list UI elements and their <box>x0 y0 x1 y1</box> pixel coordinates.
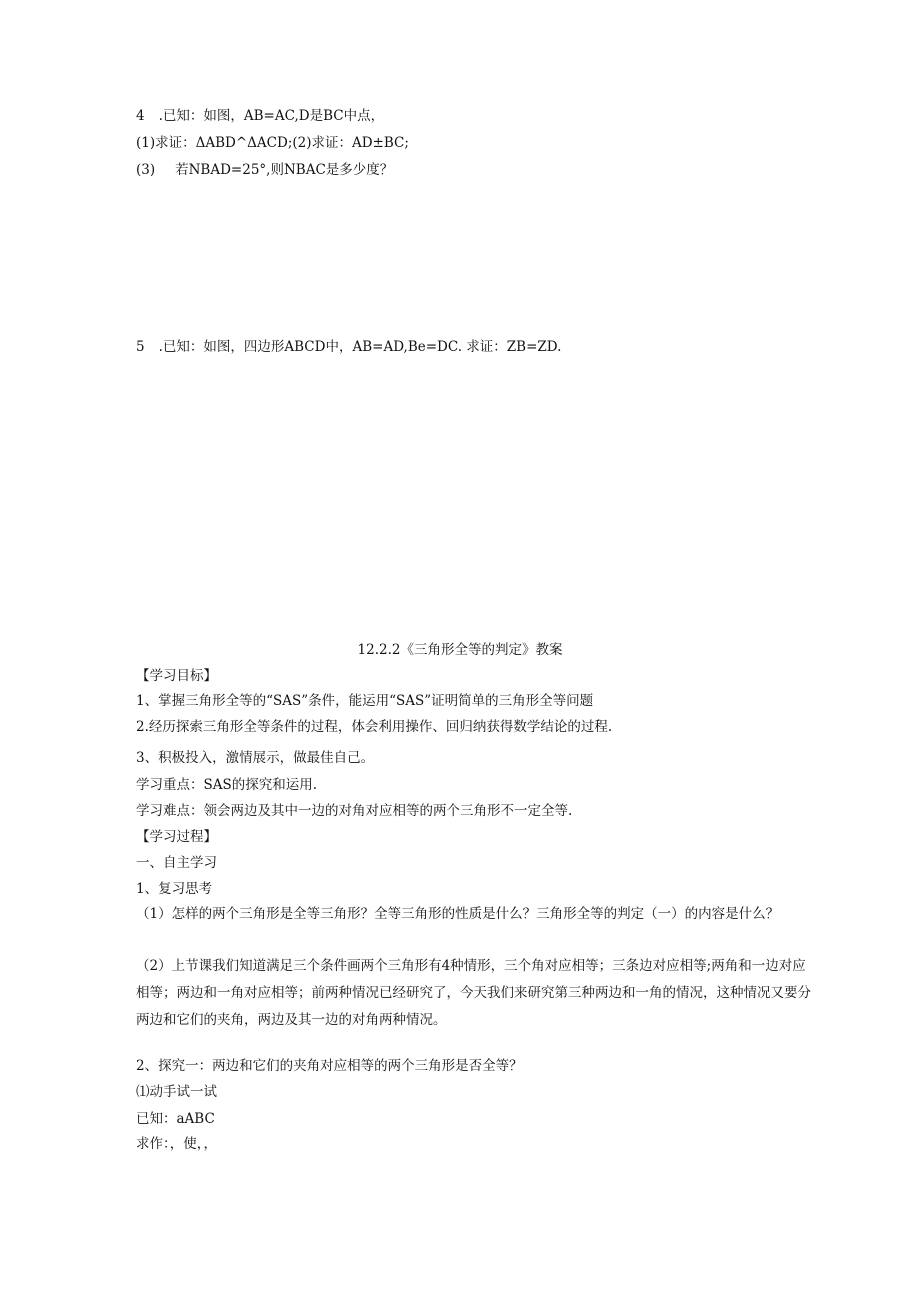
review-question-2-line-1: （2）上节课我们知道满足三个条件画两个三角形有4种情形，三个角对应相等；三条边对应相等;两角和一边对应 <box>136 958 806 974</box>
process-header: 【学习过程】 <box>136 829 217 845</box>
construct: 求作：，使，， <box>136 1136 217 1152</box>
section-self-study: 一、自主学习 <box>136 855 217 871</box>
question-4-part-3-number: (3) <box>136 162 156 178</box>
hands-on-try: ⑴动手试一试 <box>136 1084 217 1100</box>
key-point: 学习重点：SAS的探究和运用. <box>136 777 318 793</box>
question-4-parts: (1)求证：ΔABD^ΔACD;(2)求证：AD±BC; <box>136 135 409 151</box>
question-5-text: .已知：如图，四边形ABCD中，AB=AD,Be=DC. 求证：ZB=ZD. <box>158 339 562 355</box>
objective-2: 2.经历探索三角形全等条件的过程，体会利用操作、回归纳获得数学结论的过程. <box>136 719 613 735</box>
question-4 <box>136 106 384 126</box>
review-heading: 1、复习思考 <box>136 881 213 897</box>
lesson-title: 12.2.2《三角形全等的判定》教案 <box>357 642 563 658</box>
question-5 <box>136 337 561 357</box>
question-4-part-3-text: 若NBAD=25°,则NBAC是多少度？ <box>175 162 394 178</box>
review-question-2-line-2: 相等；两边和一角对应相等；前两种情况已经研究了，今天我们来研究第三种两边和一角的情况，这种情况又要分 <box>136 985 811 1001</box>
review-question-2-line-3: 两边和它们的夹角，两边及其一边的对角两种情况。 <box>136 1012 447 1028</box>
review-question-1: （1）怎样的两个三角形是全等三角形？全等三角形的性质是什么？三角形全等的判定（一）的内容是什么？ <box>136 906 780 922</box>
question-5-number: 5 <box>136 339 145 355</box>
explore-1-heading: 2、探究一：两边和它们的夹角对应相等的两个三角形是否全等？ <box>136 1058 523 1074</box>
objective-3: 3、积极投入，激情展示，做最佳自己。 <box>136 750 375 766</box>
given: 已知：aABC <box>136 1111 215 1127</box>
question-4-text: .已知：如图，AB=AC,D是BC中点， <box>158 108 385 124</box>
question-4-part-3 <box>136 160 393 180</box>
objectives-header: 【学习目标】 <box>136 668 217 684</box>
objective-1: 1、掌握三角形全等的“SAS”条件，能运用“SAS”证明简单的三角形全等问题 <box>136 693 594 709</box>
difficulty: 学习难点：领会两边及其中一边的对角对应相等的两个三角形不一定全等. <box>136 803 573 819</box>
question-4-number: 4 <box>136 108 145 124</box>
